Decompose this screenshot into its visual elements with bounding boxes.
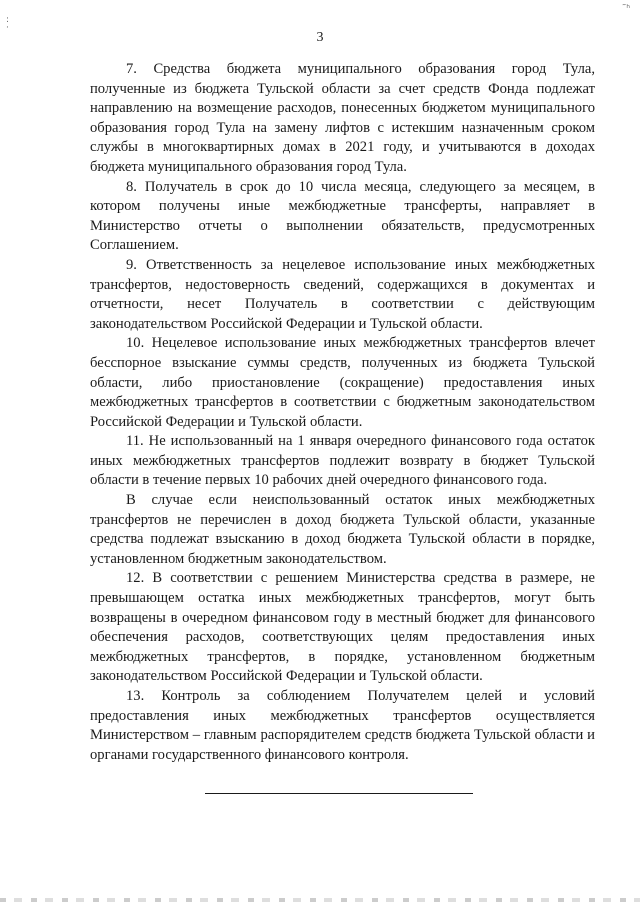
paragraph-12: 12. В соответствии с решением Министерства средства в размере, не превышающем остатка иных межбюджетных трансфертов, могут быть возвращены в очередном финансовом году в местный бюджет для финансового обеспечения расходов, соответствующих целям предоставления иных межбюджетных трансфертов, в порядке, установленном бюджетным законодательством Российской Федерации и Тульской области. xyxy=(90,570,595,685)
document-body xyxy=(90,60,595,765)
paragraph-9: 9. Ответственность за нецелевое использование иных межбюджетных трансфертов, недостоверность сведений, содержащихся в документах и отчетности, несет Получатель в соответствии с действующим законодательством Российской Федерации и Тульской области. xyxy=(90,256,595,332)
paragraph-13: 13. Контроль за соблюдением Получателем целей и условий предоставления иных межбюджетных трансфертов осуществляется Министерством – главным распорядителем средств бюджета Тульской области и органами государственного финансового контроля. xyxy=(90,688,595,763)
scan-footer-noise xyxy=(0,898,640,902)
end-separator-line xyxy=(205,793,473,794)
paragraph-8: 8. Получатель в срок до 10 числа месяца, следующего за месяцем, в котором получены иные межбюджетные трансферты, направляет в Министерство отчеты о выполнении обязательств, предусмотренных Соглашением. xyxy=(90,178,595,254)
paragraph-11-continuation: В случае если неиспользованный остаток иных межбюджетных трансфертов не перечислен в доход бюджета Тульской области, указанные средства подлежат взысканию в доход бюджета Тульской области в порядке, установленном бюджетным законодательством. xyxy=(90,492,595,567)
paragraph-10: 10. Нецелевое использование иных межбюджетных трансфертов влечет бесспорное взыскание суммы средств, полученных из бюджета Тульской области, либо приостановление (сокращение) предоставления иных межбюджетных трансфертов в соответствии с бюджетным законодательством Российской Федерации и Тульской области. xyxy=(90,335,595,430)
paragraph-7: 7. Средства бюджета муниципального образования город Тула, полученные из бюджета Тульской области за счет средств Фонда подлежат направлению на возмещение расходов, понесенных бюджетом муниципального образования город Тула на замену лифтов с истекшим назначенным сроком службы в многоквартирных домах в 2021 году, и учитываются в доходах бюджета муниципального образования город Тула. xyxy=(90,61,595,175)
scan-artifact-right: ˜ʰ xyxy=(621,4,630,14)
scan-artifact-left: : · xyxy=(6,15,10,33)
paragraph-11: 11. Не использованный на 1 января очередного финансового года остаток иных межбюджетных трансфертов подлежит возврату в бюджет Тульской области в течение первых 10 рабочих дней очередного финансового года. xyxy=(90,433,595,489)
page-number: 3 xyxy=(316,30,324,45)
